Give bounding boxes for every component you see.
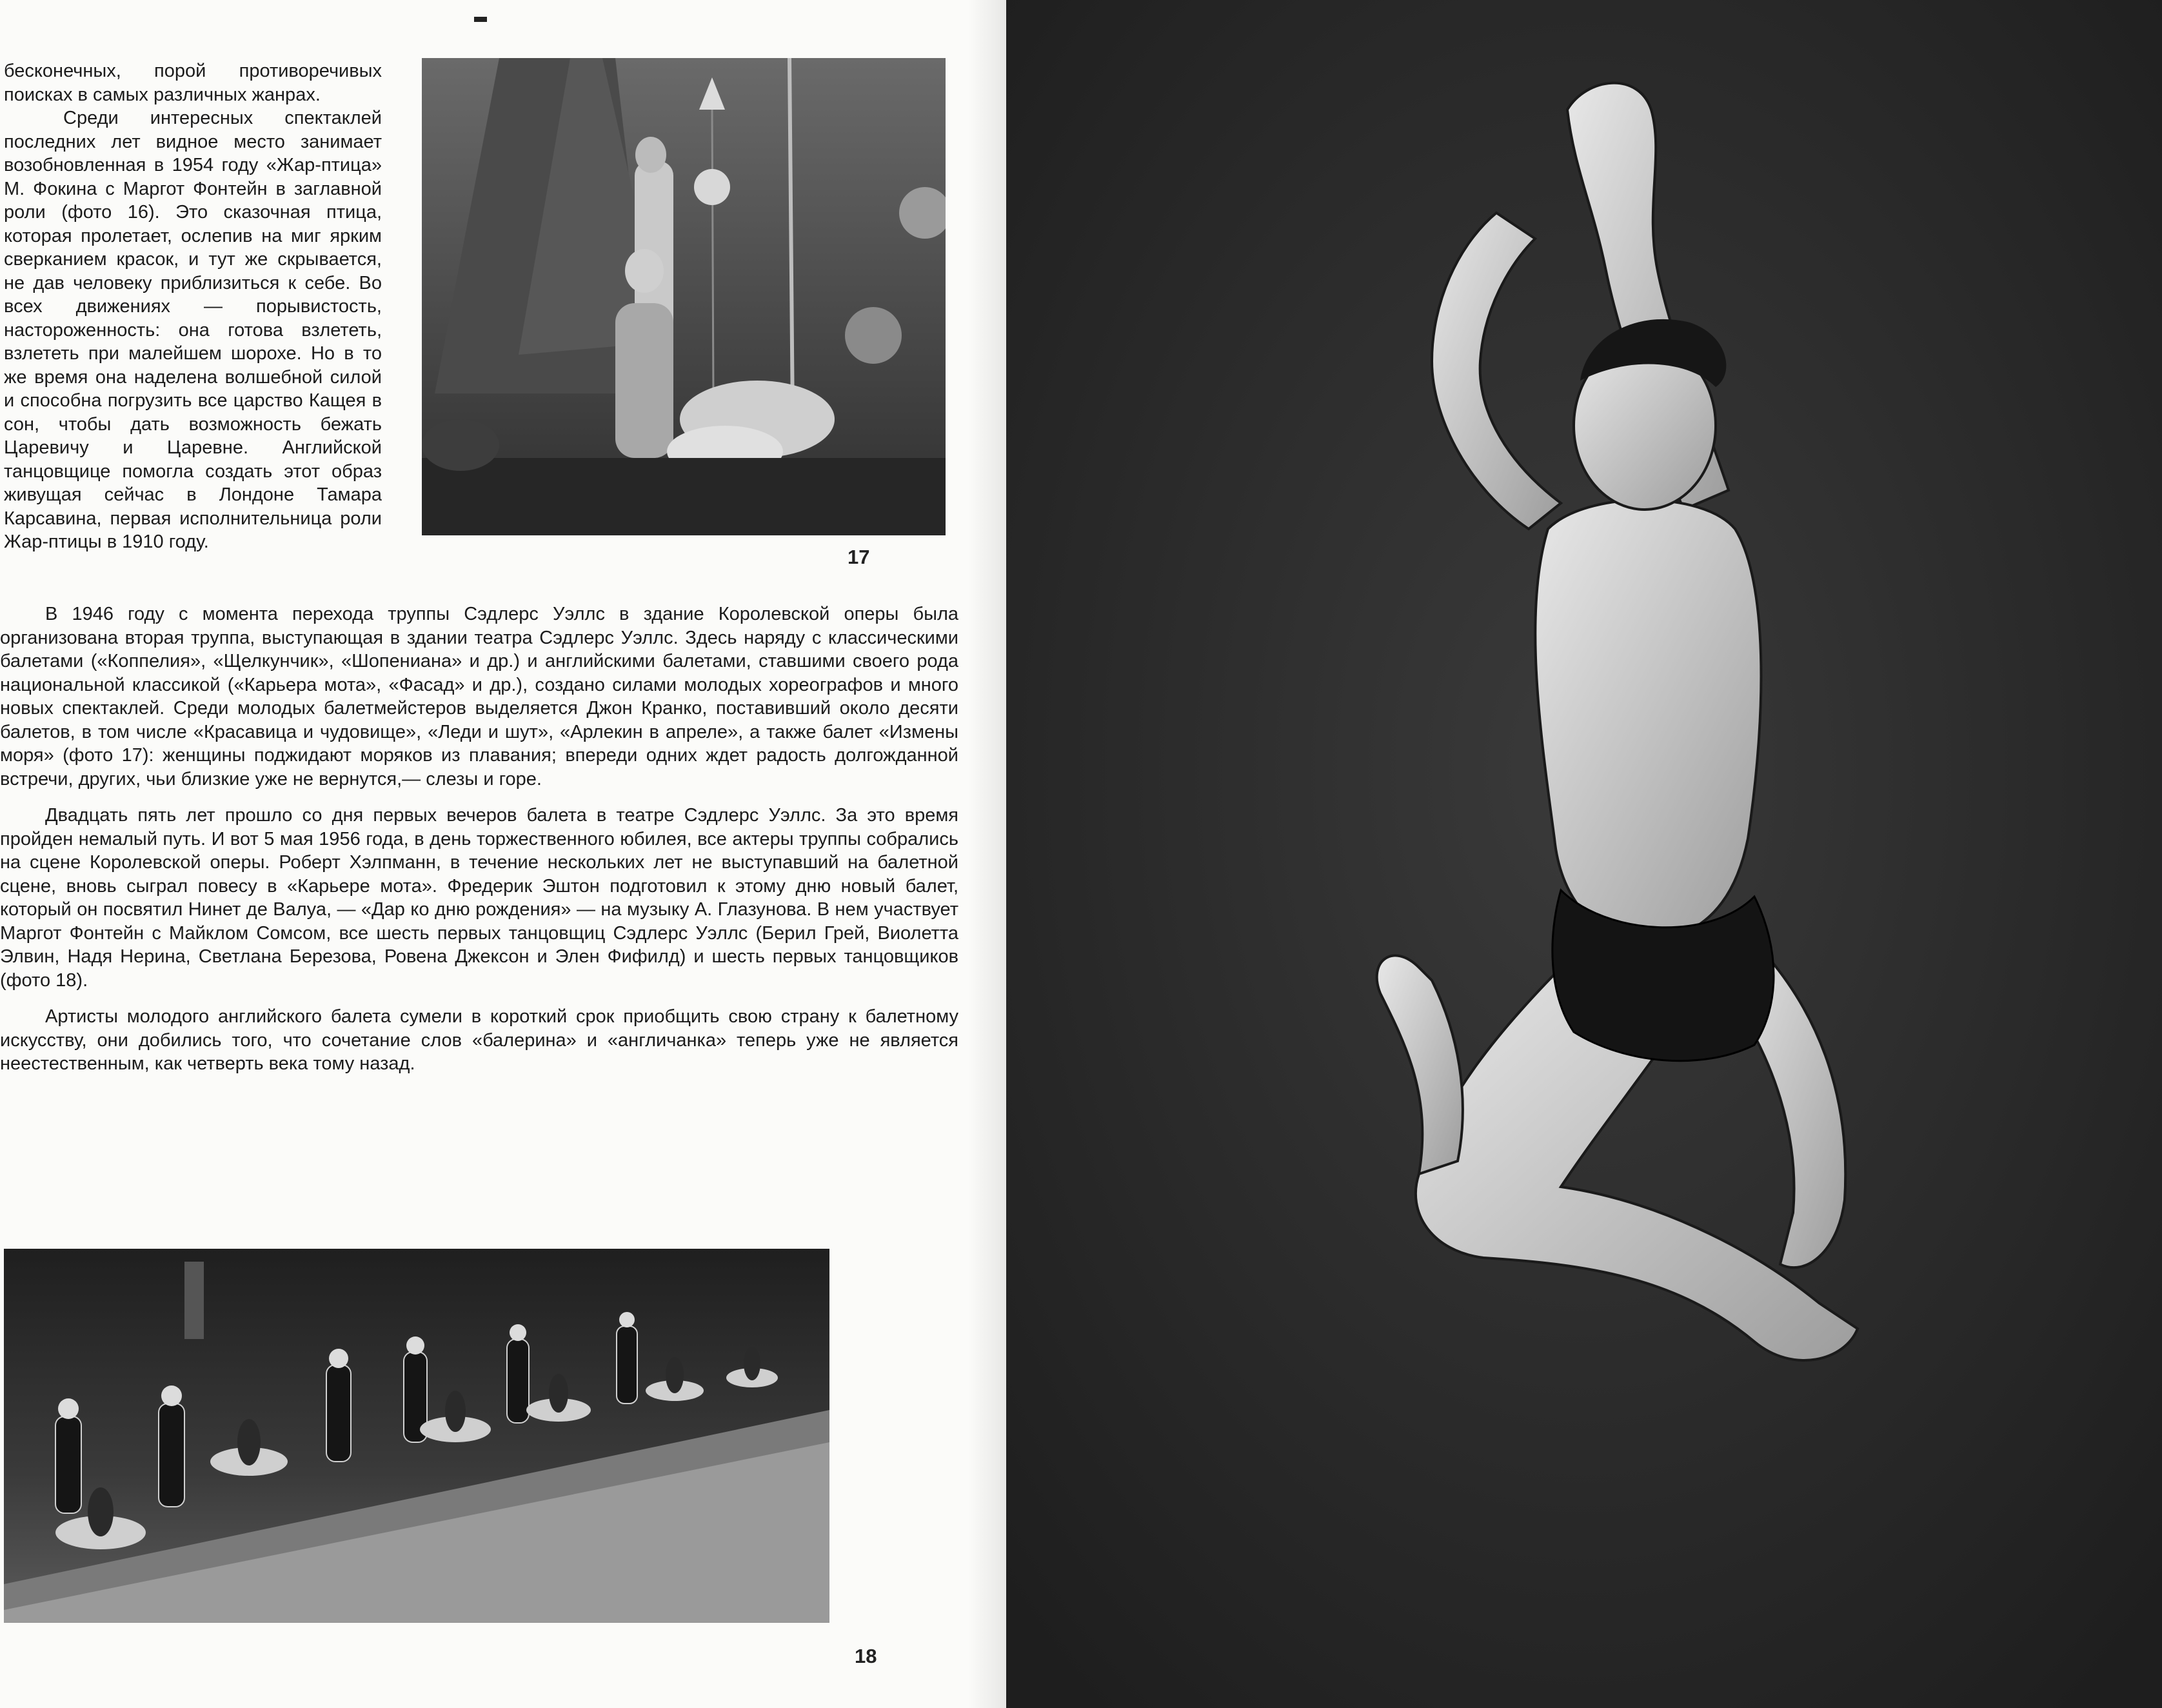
left-page — [0, 0, 1006, 1708]
print-mark — [474, 17, 487, 22]
narrow-text-column — [4, 59, 382, 554]
paragraph: Двадцать пять лет прошло со дня первых вечеров балета в театре Сэдлерс Уэллс. За это время пройден немалый путь. И вот 5 мая 1956 года, в день торжественного юбилея, все актеры труппы собрались на сцене Королевской оперы. Роберт Хэлпманн, в течение нескольких лет не выступавший на балетной сцене, вновь сыграл повесу в «Карьере мота». Фредерик Эштон подготовил к этому дню новый балет, который он посвятил Нинет де Валуа, — «Дар ко дню рождения» — на музыку А. Глазунова. В нем участвует Маргот Фонтейн с Майклом Сомсом, все шесть первых танцовщиц Сэдлерс Уэллс (Берил Грей, Виолетта Элвин, Надя Нерина, Светлана Березова, Ровена Джексон и Элен Фифилд) и шесть первых танцовщиков (фото 18). — [0, 805, 958, 991]
photo-18-scene — [4, 1249, 829, 1623]
right-page-photo — [1006, 0, 2162, 1708]
page-fold — [967, 0, 1006, 1708]
photo-17-scene — [422, 58, 946, 535]
leaping-dancer-photo — [1006, 0, 2162, 1708]
photo-17 — [422, 58, 946, 535]
wide-text-column — [0, 602, 958, 1089]
paragraph: Артисты молодого английского балета сумели в короткий срок приобщить свою страну к балетному искусству, они добились того, что сочетание слов «балерина» и «англичанка» теперь уже не является неестественным, как четверть века тому назад. — [0, 1006, 958, 1074]
paragraph: Среди интересных спектаклей последних лет видное место занимает возобновленная в 1954 году «Жар-птица» М. Фокина с Маргот Фонтейн в заглавной роли (фото 16). Это сказочная птица, которая пролетает, ослепив на миг ярким сверканием красок, и тут же скрывается, не дав человеку приблизиться к себе. Во всех движениях — порывистость, настороженность: она готова взлететь, взлететь при малейшем шорохе. Но в то же время она наделена волшебной силой и способна погрузить все царство Кащея в сон, чтобы дать возможность бежать Царевичу и Царевне. Английской танцовщице помогла создать этот образ живущая сейчас в Лондоне Тамара Карсавина, первая исполнительница роли Жар-птицы в 1910 году. — [4, 108, 382, 552]
figure-17-number: 17 — [848, 546, 870, 568]
photo-18 — [4, 1249, 829, 1623]
paragraph: В 1946 году с момента перехода труппы Сэдлерс Уэллс в здание Королевской оперы была организована вторая труппа, выступающая в здании театра Сэдлерс Уэллс. Здесь наряду с классическими балетами («Коппелия», «Щелкунчик», «Шопениана» и др.) и английскими балетами, ставшими своего рода национальной классикой («Карьера мота», «Фасад» и др.), создано силами молодых хореографов и много новых спектаклей. Среди молодых балетмейстеров выделяется Джон Кранко, поставивший около десяти балетов, в том числе «Красавица и чудовище», «Леди и шут», «Арлекин в апреле», а также балет «Измены моря» (фото 17): женщины поджидают моряков из плавания; впереди одних ждет радость долгожданной встречи, других, чьи близкие уже не вернутся,— слезы и горе. — [0, 604, 958, 789]
figure-18-number: 18 — [855, 1645, 877, 1667]
paragraph: бесконечных, порой противоречивых поисках в самых различных жанрах. — [4, 61, 382, 105]
